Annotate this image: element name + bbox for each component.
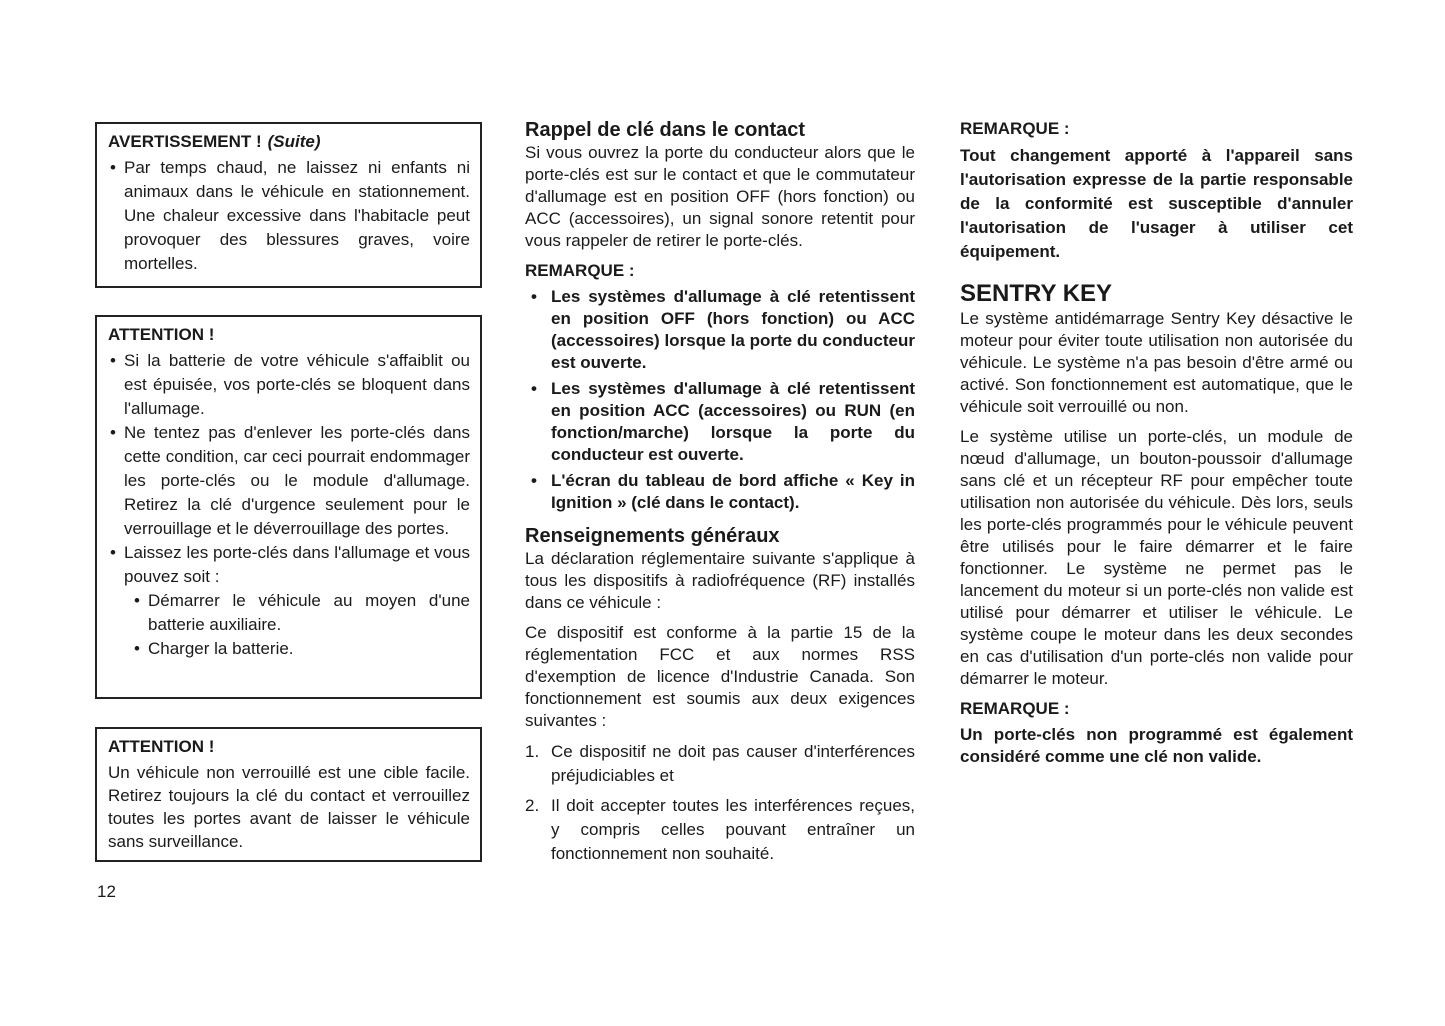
- item-number: 1.: [525, 742, 540, 761]
- remark-item: • Les systèmes d'allumage à clé retentissent en position OFF (hors fonction) ou ACC (accessoires) lorsque la porte du conducteur est ouverte.: [551, 286, 915, 374]
- paragraph: Le système antidémarrage Sentry Key désactive le moteur pour éviter toute utilisation non autorisée du véhicule. Le système n'a pas besoin d'être armé ou activé. Son fonctionnement est automatique, que le véhicule soit verrouillé ou non.: [960, 309, 1353, 416]
- remark-item: • Les systèmes d'allumage à clé retentissent en position ACC (accessoires) ou RUN (en fonction/marche) lorsque la porte du conducteur est ouverte.: [551, 378, 915, 466]
- paragraph: Ce dispositif est conforme à la partie 15 de la réglementation FCC et aux normes RSS d'exemption de licence d'Industrie Canada. Son fonctionnement est soumis aux deux exigences suivantes :: [525, 623, 915, 730]
- attention-item: • Ne tentez pas d'enlever les porte-clés dans cette condition, car ceci pourrait endommager les porte-clés ou le module d'allumage. Retirez la clé d'urgence seulement pour le verrouillage et le déverrouillage des portes.: [124, 421, 470, 541]
- remark-text: Un porte-clés non programmé est également considéré comme une clé non valide.: [960, 725, 1353, 766]
- remark-label: REMARQUE :: [960, 119, 1070, 138]
- attention-item-text: Laissez les porte-clés dans l'allumage et vous pouvez soit :: [124, 543, 470, 586]
- attention-subitem: • Charger la batterie.: [148, 637, 470, 661]
- numbered-item: [525, 740, 915, 788]
- warning-title-suffix: (Suite): [267, 132, 321, 151]
- paragraph: Si vous ouvrez la porte du conducteur alors que le porte-clés est sur le contact et que le commutateur d'allumage est en position OFF (hors fonction) ou ACC (accessoires), un signal sonore retentit pour vous rappeler de retirer le porte-clés.: [525, 143, 915, 250]
- item-number: 2.: [525, 796, 540, 815]
- right-column: [960, 118, 1353, 768]
- paragraph: La déclaration réglementaire suivante s'applique à tous les dispositifs à radiofréquence (RF) installés dans ce véhicule :: [525, 549, 915, 612]
- warning-item: • Par temps chaud, ne laissez ni enfants ni animaux dans le véhicule en stationnement. Une chaleur excessive dans l'habitacle peut provoquer des blessures graves, voire mortelles.: [124, 156, 470, 276]
- remark-text: Tout changement apporté à l'appareil sans l'autorisation expresse de la partie responsable de la conformité est susceptible d'annuler l'autorisation de l'usager à utiliser cet équipement.: [960, 146, 1353, 261]
- page-number: 12: [97, 882, 116, 901]
- middle-column: [525, 118, 915, 872]
- attention-title: ATTENTION !: [108, 737, 215, 756]
- attention-item: • Si la batterie de votre véhicule s'affaiblit ou est épuisée, vos porte-clés se bloquent dans l'allumage.: [124, 349, 470, 421]
- attention-subitem: • Démarrer le véhicule au moyen d'une batterie auxiliaire.: [148, 589, 470, 637]
- attention-box-2: [95, 727, 482, 862]
- attention-item: [124, 541, 470, 661]
- section-heading: Rappel de clé dans le contact: [525, 119, 806, 141]
- attention-text: Un véhicule non verrouillé est une cible facile. Retirez toujours la clé du contact et verrouillez toutes les portes avant de laisser le véhicule sans surveillance.: [108, 763, 470, 851]
- remark-label: REMARQUE :: [960, 699, 1070, 718]
- remark-item: • L'écran du tableau de bord affiche « Key in Ignition » (clé dans le contact).: [551, 470, 915, 514]
- section-heading: SENTRY KEY: [960, 280, 1113, 307]
- attention-title: ATTENTION !: [108, 325, 215, 344]
- section-heading: Renseignements généraux: [525, 525, 780, 547]
- numbered-item: [525, 794, 915, 866]
- item-text: Ce dispositif ne doit pas causer d'interférences préjudiciables et: [551, 742, 915, 785]
- item-text: Il doit accepter toutes les interférences reçues, y compris celles pouvant entraîner un fonctionnement non souhaité.: [551, 796, 915, 863]
- warning-box: [95, 122, 482, 288]
- warning-title: [108, 130, 470, 154]
- attention-box-1: [95, 315, 482, 699]
- paragraph: Le système utilise un porte-clés, un module de nœud d'allumage, un bouton-poussoir d'allumage sans clé et un récepteur RF pour empêcher toute utilisation non autorisée du véhicule. Dès lors, seuls les porte-clés programmés pour le véhicule peuvent être utilisés pour le faire démarrer et le faire fonctionner. Le système ne permet pas le lancement du moteur si un porte-clés non valide est utilisé pour démarrer et utiliser le véhicule. Le système coupe le moteur dans les deux secondes en cas d'utilisation d'un porte-clés non valide pour démarrer le moteur.: [960, 427, 1353, 688]
- warning-title-text: AVERTISSEMENT !: [108, 132, 262, 151]
- remark-label: REMARQUE :: [525, 261, 635, 280]
